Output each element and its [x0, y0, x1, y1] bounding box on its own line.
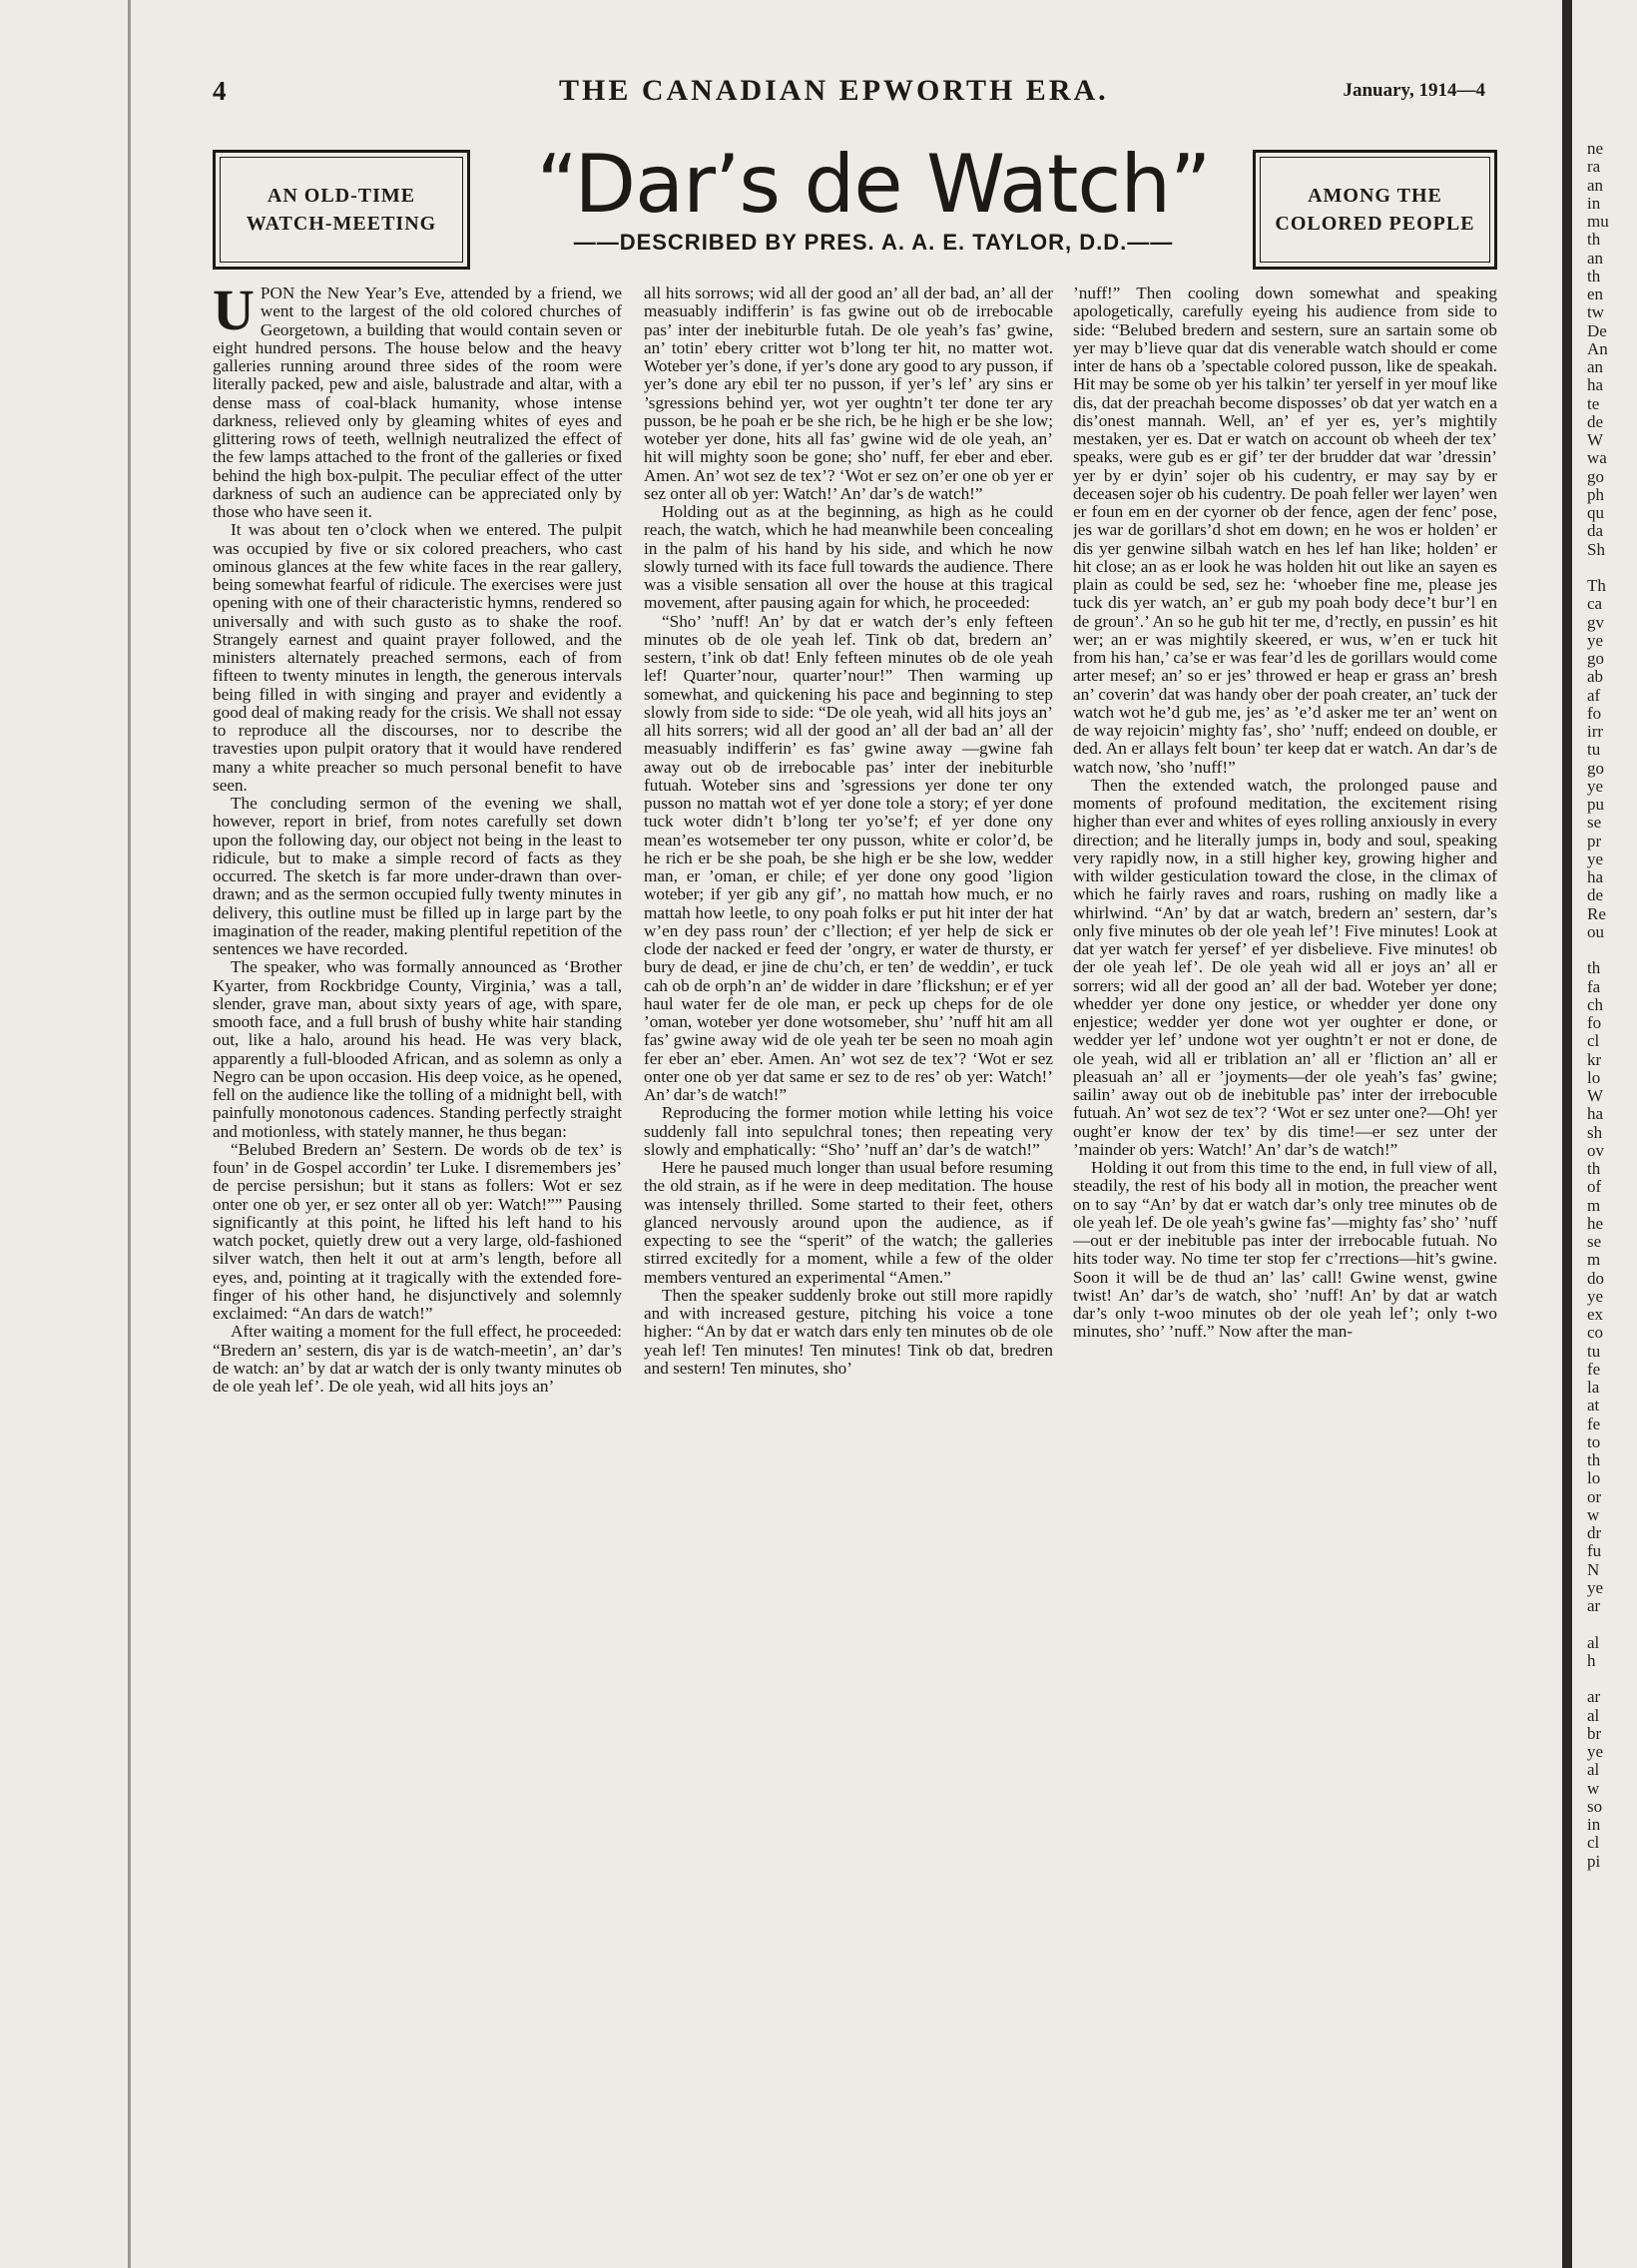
edge-fragment: ye — [1587, 1742, 1604, 1761]
article-column-3 — [1073, 284, 1497, 2246]
sidebox-right-text — [1275, 182, 1474, 238]
edge-fragment: te — [1587, 393, 1600, 413]
edge-fragment: ch — [1587, 994, 1604, 1014]
edge-fragment: ou — [1587, 921, 1604, 941]
edge-fragment: pi — [1587, 1851, 1601, 1871]
edge-fragment: go — [1587, 466, 1604, 486]
edge-fragment: ca — [1587, 594, 1603, 614]
edge-fragment: en — [1587, 284, 1604, 303]
edge-fragment — [1587, 941, 1637, 959]
paragraph: Then the speaker suddenly broke out still more rapidly and with increased gesture, pitching his voice a tone higher: “An by dat er watch dars enly ten minutes ob de ole yeah lef! Ten minutes! Ten minutes! Tink ob dat, bredren and sestern! Ten minutes, sho’ — [644, 1285, 1053, 1378]
edge-fragment: ha — [1587, 1104, 1604, 1124]
edge-fragment: ar — [1587, 1687, 1601, 1707]
edge-fragment: da — [1587, 521, 1604, 541]
edge-fragment: or — [1587, 1486, 1602, 1506]
sidebox-right — [1253, 150, 1497, 270]
issue-date: January, 1914—4 — [1343, 80, 1485, 101]
paragraph: ’nuff!” Then cooling down somewhat and speaking apologetically, carefully eyeing his audience from side to side: “Belubed bredern and sestern, sure an sartain some ob yer may b’lieve quar dat dis venerable watch should er come inter de hans ob a ’spectable colored pusson, like de speakah. Hit may be some ob yer his talkin’ ter yerself in yer mouf like dis, dat der preachah become disposses’ ob dat yer watch en a dis’onest mannah. Well, an’ ef yer es, yer’s mightily mestaken, yer es. Dat er watch on account ob wheeh der tex’ speaks, were gub es er gif’ ter der brudder dat war ’dressin’ yer by er dyin’ sojer ob his cudentry, er may say by er deceasen sojer ob his cudentry. De poah feller wer layen’ wen er foun em en der cyorner ob der fence, agen der fenc’ pose, jes war de gorillars’d shot em down; en he wos er holden’ er dis yer genwine silbah watch en hes lef han like; holden’ er hit close; an as er look he was holden hit out like an sayen es plain as could be sed, sez he: ‘whoeber fine me, please jes tuck dis yer watch, an’ er gub my poah body dece’t bur’l en de groun’.’ An so he gub hit ter me, d’rectly, en pussin’ es hit wer; an er was mightily skeered, er wus, w’en er tuck hit from his han,’ ca’se er was fear’d les de gorillars would come arter mesef; an’ so er jes’ throwed er heap er grass an’ bresh an’ coverin’ dat was handy ober der poah creater, an’ tuck der watch wot he’d gub me, jes’ as ’e’d asker me ter an’ went on de way rejoicin’ mighty fas’, sho’ ’nuff; endeed on double, er ded. An er allays felt boun’ ter keep dat er watch. An dar’s de watch now, ’sho ’nuff!” — [1073, 284, 1497, 777]
article-title: “Dar’s de Watch” — [536, 138, 1211, 231]
edge-fragment: lo — [1587, 1067, 1601, 1087]
paragraph: Here he paused much longer than usual before resuming the old strain, as if he were in deep meditation. The house was intensely thrilled. Some started to their feet, others glanced nervously around upon the audience, as if expecting to see the “sperit” of the watch; the galleries stirred excitedly for a moment, while a few of the older members ventured an experimental “Amen.” — [644, 1158, 1053, 1287]
edge-fragment: qu — [1587, 503, 1604, 522]
edge-fragment: ye — [1587, 1577, 1604, 1597]
edge-fragment: th — [1587, 230, 1601, 250]
paragraph: “Belubed Bredern an’ Sestern. De words ob de tex’ is foun’ in de Gospel accordin’ ter Luke. I disremembers jes’ de percise persishun; but it stans as follers: Wot er sez onter one ob yer, er sez onter all ob yer: Watch!”” Pausing significantly at this point, he lifted his left hand to his watch pocket, quietly drew out a very large, old-fashioned silver watch, then helt it out at arm’s length, before all eyes, and, pointing at it tragically with the extended fore-finger of his other hand, he disjunctively and solemnly exclaimed: “An dars de watch!” — [213, 1139, 622, 1323]
edge-fragment: th — [1587, 1159, 1601, 1178]
edge-fragment: gv — [1587, 612, 1604, 632]
edge-fragment: irr — [1587, 722, 1604, 741]
edge-fragment: al — [1587, 1760, 1600, 1780]
edge-fragment: tu — [1587, 740, 1601, 760]
edge-fragment: of — [1587, 1177, 1602, 1197]
edge-fragment: lo — [1587, 1468, 1601, 1488]
edge-fragment: ov — [1587, 1140, 1604, 1160]
right-gutter-line — [1562, 0, 1572, 2268]
paragraph: It was about ten o’clock when we entered. The pulpit was occupied by five or six colored preachers, who cast ominous glances at the few white faces in the rear gallery, being somewhat fearful of ridicule. The exercises were just opening with one of their characteristic hymns, rendered so universally and with such gusto as to shake the roof. Strangely earnest and quaint prayer followed, and the ministers alternately preached sermons, each of from fifteen to twenty minutes in length, the generous intervals being filled in with singing and prayer and evidently a good deal of making ready for the crisis. We shall not essay to reproduce all the discourses, nor to describe the travesties upon pulpit oratory that it would have rendered many a white preacher so much personal benefit to have seen. — [213, 520, 622, 795]
article-column-2 — [644, 284, 1053, 2246]
article-byline: ——DESCRIBED BY PRES. A. A. E. TAYLOR, D.D.—— — [573, 230, 1174, 255]
edge-fragment: fe — [1587, 1359, 1601, 1379]
edge-fragment: An — [1587, 338, 1608, 358]
sidebox-right-line: AMONG THE — [1308, 185, 1442, 207]
edge-fragment: al — [1587, 1632, 1600, 1652]
edge-fragment: th — [1587, 1450, 1601, 1469]
edge-fragment: de — [1587, 411, 1604, 431]
page-number: 4 — [213, 76, 227, 106]
sidebox-right-line: COLORED PEOPLE — [1275, 213, 1475, 235]
edge-fragment: pu — [1587, 795, 1604, 814]
paragraph: The concluding sermon of the evening we shall, however, report in brief, from notes carefully set down upon the following day, our object not being in the least to ridicule, but to make a simple record of facts as they occurred. The sketch is far more under-drawn than over-drawn; and as the sermon occupied fully twenty minutes in delivery, this outline must be filled up in large part by the imagination of the reader, making plentiful repetition of the sentences we have recorded. — [213, 794, 622, 958]
sidebox-left — [213, 150, 470, 270]
edge-fragment: af — [1587, 685, 1601, 705]
edge-fragment: sh — [1587, 1122, 1603, 1142]
edge-fragment: to — [1587, 1431, 1601, 1451]
edge-fragment: tu — [1587, 1341, 1601, 1361]
edge-fragment: ph — [1587, 484, 1604, 504]
edge-fragment — [1587, 559, 1637, 577]
paragraph — [213, 284, 622, 521]
paragraph: Reproducing the former motion while letting his voice suddenly fall into sepulchral tones; then repeating very slowly and emphatically: “Sho’ ’nuff an’ dar’s de watch!” — [644, 1103, 1053, 1159]
edge-fragment: Sh — [1587, 539, 1605, 559]
edge-fragment: co — [1587, 1323, 1604, 1343]
article-column-1 — [213, 284, 622, 2246]
paragraph-text: PON the New Year’s Eve, attended by a friend, we went to the largest of the old colored churches of Georgetown, a building that would contain seven or eight hundred persons. The house below and the heavy galleries running around three sides of the room were literally packed, pew and aisle, balustrade and altar, with a dense mass of coal-black humanity, whose intense darkness, relieved only by gleaming whites of eyes and glittering rows of teeth, wellnigh neutralized the effect of the few lamps attached to the front of the galleries or fixed behind the high box-pulpit. The peculiar effect of the utter darkness of such an audience can be appreciated only by those who have seen it. — [213, 284, 622, 521]
paragraph: After waiting a moment for the full effect, he proceeded: “Bredern an’ sestern, dis yar is de watch-meetin’, an’ dar’s de watch: an’ by dat ar watch der is only twanty minutes ob de ole yeah lef’. De ole yeah, wid all hits joys an’ — [213, 1322, 622, 1396]
edge-fragment: ye — [1587, 776, 1604, 796]
adjacent-page-edge — [1587, 140, 1637, 2266]
paragraph: The speaker, who was formally announced as ‘Brother Kyarter, from Rockbridge County, Virginia,’ was a tall, slender, grave man, about sixty years of age, with spare, smooth face, and a full brush of bushy white hair standing out, like a halo, around his head. He was very black, apparently a full-blooded African, and as solemn as only a Negro can be upon occasion. His deep voice, as he opened, fell on the audience like the tolling of a midnight bell, with painfully monotonous cadences. Standing perfectly straight and motionless, with stately manner, he thus began: — [213, 957, 622, 1141]
edge-fragment: at — [1587, 1396, 1600, 1416]
edge-fragment: w — [1587, 1778, 1600, 1798]
edge-fragment: an — [1587, 175, 1604, 195]
edge-fragment: fa — [1587, 976, 1601, 996]
edge-fragment: ne — [1587, 140, 1604, 158]
edge-fragment: cl — [1587, 1031, 1600, 1051]
edge-fragment: wa — [1587, 448, 1607, 468]
edge-fragment: in — [1587, 193, 1601, 213]
edge-fragment: do — [1587, 1268, 1604, 1288]
paragraph: Holding it out from this time to the end, in full view of all, steadily, the rest of his body all in motion, the preacher went on to say “An’ by dat er watch dar’s only tree minutes ob de ole yeah lef. De ole yeah’s gwine fas’—mighty fas’ sho’ ’nuff—out er der inebituble pas inter der irrebocable futuah. No hits toder way. No time ter stop fer c’rrections—hit’s gwine. Soon it will be de thud an’ las’ call! Gwine wenst, gwine twist! An’ dar’s de watch, sho’ ’nuff! An’ by dat ar watch dar’s only t-woo minutes ob der ole yeah lef’; only t-wo minutes, sho’ ’nuff.” Now after the man- — [1073, 1158, 1497, 1342]
edge-fragment: th — [1587, 958, 1601, 978]
left-border-line — [128, 0, 131, 2268]
edge-fragment: m — [1587, 1195, 1601, 1215]
edge-fragment: go — [1587, 758, 1604, 778]
edge-fragment: in — [1587, 1815, 1601, 1834]
edge-fragment: an — [1587, 248, 1604, 268]
paragraph: all hits sorrows; wid all der good an’ all der bad, an’ all der measuably indifferin’ is fas gwine out ob de irrebocable pas’ inter der inebiturble futah. De ole yeah’s fas’ gwine, an’ totin’ ebery critter wot b’long ter hit, no matter wot. Woteber yer’s done, if yer’s done ary good to ary pusson, if yer’s done ary ebil ter no pusson, if yer’s lef’ ary sins er ’sgressions behind yer, wot yer oughtn’t ter done ter ary pusson, be he poah er be she rich, be he high er be she low; woteber yer done, hits all fas’ gwine wid de ole yeah, an’ hit will mighty soon be gone; sho’ nuff, fer eber and eber. Amen. An’ wot sez de tex’? ‘Wot er sez on’er one ob yer er sez onter all ob yer: Watch!’ An’ dar’s de watch!” — [644, 284, 1053, 503]
edge-fragment: fu — [1587, 1541, 1602, 1561]
edge-fragment: kr — [1587, 1049, 1602, 1069]
edge-fragment: w — [1587, 1504, 1600, 1524]
sidebox-left-line: AN OLD-TIME — [267, 185, 416, 207]
drop-cap: U — [213, 284, 255, 342]
edge-fragment: br — [1587, 1723, 1602, 1743]
edge-fragment: ar — [1587, 1596, 1601, 1615]
edge-fragment: Re — [1587, 903, 1606, 923]
edge-fragment: m — [1587, 1250, 1601, 1270]
edge-fragment: ye — [1587, 630, 1604, 650]
edge-fragment: ra — [1587, 157, 1601, 177]
edge-fragment: so — [1587, 1796, 1603, 1816]
edge-fragment — [1587, 1615, 1637, 1633]
edge-fragment: De — [1587, 320, 1607, 340]
edge-fragment: pr — [1587, 831, 1602, 850]
edge-fragment: tw — [1587, 302, 1604, 322]
newspaper-page — [205, 60, 1507, 2246]
paragraph: “Sho’ ’nuff! An’ by dat er watch der’s enly fefteen minutes ob de ole yeah lef. Tink ob dat, bredern an’ sestern, t’ink ob dat! Enly fefteen minutes ob de ole yeah lef! Quarter’nour, quarter’nour!” Then warming up somewhat, and quickening his pace and beginning to step slowly from side to side: “De ole yeah, wid all hits joys an’ all hits sorrers; wid all der good an’ all der bad an’ all der measuably indifferin’ es fas’ gwine away —gwine fah away out ob de irrebocable pas’ inter der inebiturble futuah. Woteber sins and ’sgressions yer done ter ony pusson no mattah wot ef yer done tole a story; ef yer done tuck woter didn’t b’long ter yo’se’f; ef yer done ony mean’es wotsemeber ter ony pusson, white er color’d, be he rich er be she poah, be she high er be she low, wedder man, er ’oman, er chile; ef yer done ony good ’ligion woteber; if yer gib any gif’, no mattah how much, er no mattah how leetle, to ony poah folks er put hit inter der hat w’en dey pass roun’ der c’llection; ef yer help de sick er clode der nacked er feed der ’ongry, er water de thursty, er bury de dead, er jine de chu’ch, er ten’ de weddin’, er tuck cah ob de orph’n an’ de widder in dare ’flickshun; er ef yer haul water fer de ole man, er peck up cheps for de ole ’oman, woteber yer done wotsomeber, shu’ ’nuff hit am all fas’ gwine away wid de ole yeah ter be seen no moah agin fer eber an’ eber. Amen. An’ wot sez de tex’? ‘Wot er sez onter one ob yer dat same er sez to de res’ ob yer: Watch!’ An’ dar’s de watch!” — [644, 611, 1053, 1104]
edge-fragment: he — [1587, 1213, 1604, 1233]
page-header — [205, 70, 1507, 110]
edge-fragment: cl — [1587, 1833, 1600, 1853]
edge-fragment: ye — [1587, 849, 1604, 868]
edge-fragment: fo — [1587, 1013, 1602, 1032]
edge-fragment: se — [1587, 813, 1602, 833]
edge-fragment: th — [1587, 266, 1601, 285]
masthead: THE CANADIAN EPWORTH ERA. — [559, 74, 1109, 107]
edge-fragment: h — [1587, 1650, 1596, 1670]
sidebox-left-text — [247, 182, 436, 238]
sidebox-left-line: WATCH-MEETING — [246, 213, 437, 235]
edge-fragment: se — [1587, 1232, 1602, 1251]
edge-fragment: an — [1587, 357, 1604, 376]
edge-fragment — [1587, 1670, 1637, 1688]
edge-fragment: al — [1587, 1705, 1600, 1725]
edge-fragment: N — [1587, 1559, 1600, 1579]
edge-fragment: W — [1587, 430, 1604, 449]
edge-fragment: dr — [1587, 1523, 1602, 1542]
paragraph: Then the extended watch, the prolonged pause and moments of profound meditation, the excitement rising higher than ever and whites of eyes rolling anxiously in every direction; and he literally jumps in, body and soul, speaking very rapidly now, in a still higher key, growing higher and with wilder gesticulation toward the close, in the climax of which he fairly raves and roars, rushing on madly like a whirlwind. “An’ by dat ar watch, bredern an’ sestern, dar’s only five minutes ob der ole yeah lef’! Five minutes! Look at dat yer watch fer yersef’ ef yer disbelieve. Five minutes! ob der ole yeah lef’. De ole yeah wid all er joys an’ all er sorrers; wid all der good an’ all der bad. Woteber yer done; whedder yer done ony jestice, or whedder yer done ony enjestice; wedder yer done wot yer oughter er done, or wedder yer lef’ undone wot yer oughtn’t er not er done, de ole yeah, wid all er triblation an’ all er ’fliction an’ all er pleasuah an’ all er ’joyments—der ole yeah’s fas’ gwine; sailin’ away out ob de inebituble pas’ inter der irrebocuble futuah. An’ wot sez de tex’? ‘Wot er sez unter one?—Oh! yer ought’er know der tex’ by dis time!—er sez unter der ’mainder ob yers: Watch!’ An’ dar’s de watch!” — [1073, 775, 1497, 1159]
edge-fragment: W — [1587, 1086, 1604, 1105]
edge-fragment: ab — [1587, 667, 1604, 687]
edge-fragment: de — [1587, 885, 1604, 905]
edge-fragment: fo — [1587, 703, 1602, 723]
edge-fragment: mu — [1587, 212, 1609, 231]
edge-fragment: go — [1587, 649, 1604, 668]
edge-fragment: Th — [1587, 576, 1606, 595]
edge-fragment: ye — [1587, 1286, 1604, 1306]
edge-fragment: la — [1587, 1378, 1600, 1397]
edge-fragment: ha — [1587, 867, 1604, 886]
edge-fragment: ex — [1587, 1305, 1604, 1324]
paragraph: Holding out as at the beginning, as high as he could reach, the watch, which he had meanwhile been concealing in the palm of his hand by his side, and which he now slowly turned with its face full towards the audience. There was a visible sensation all over the house at this tragical movement, after pausing again for which, he proceeded: — [644, 502, 1053, 613]
edge-fragment: ha — [1587, 375, 1604, 395]
edge-fragment: fe — [1587, 1414, 1601, 1433]
